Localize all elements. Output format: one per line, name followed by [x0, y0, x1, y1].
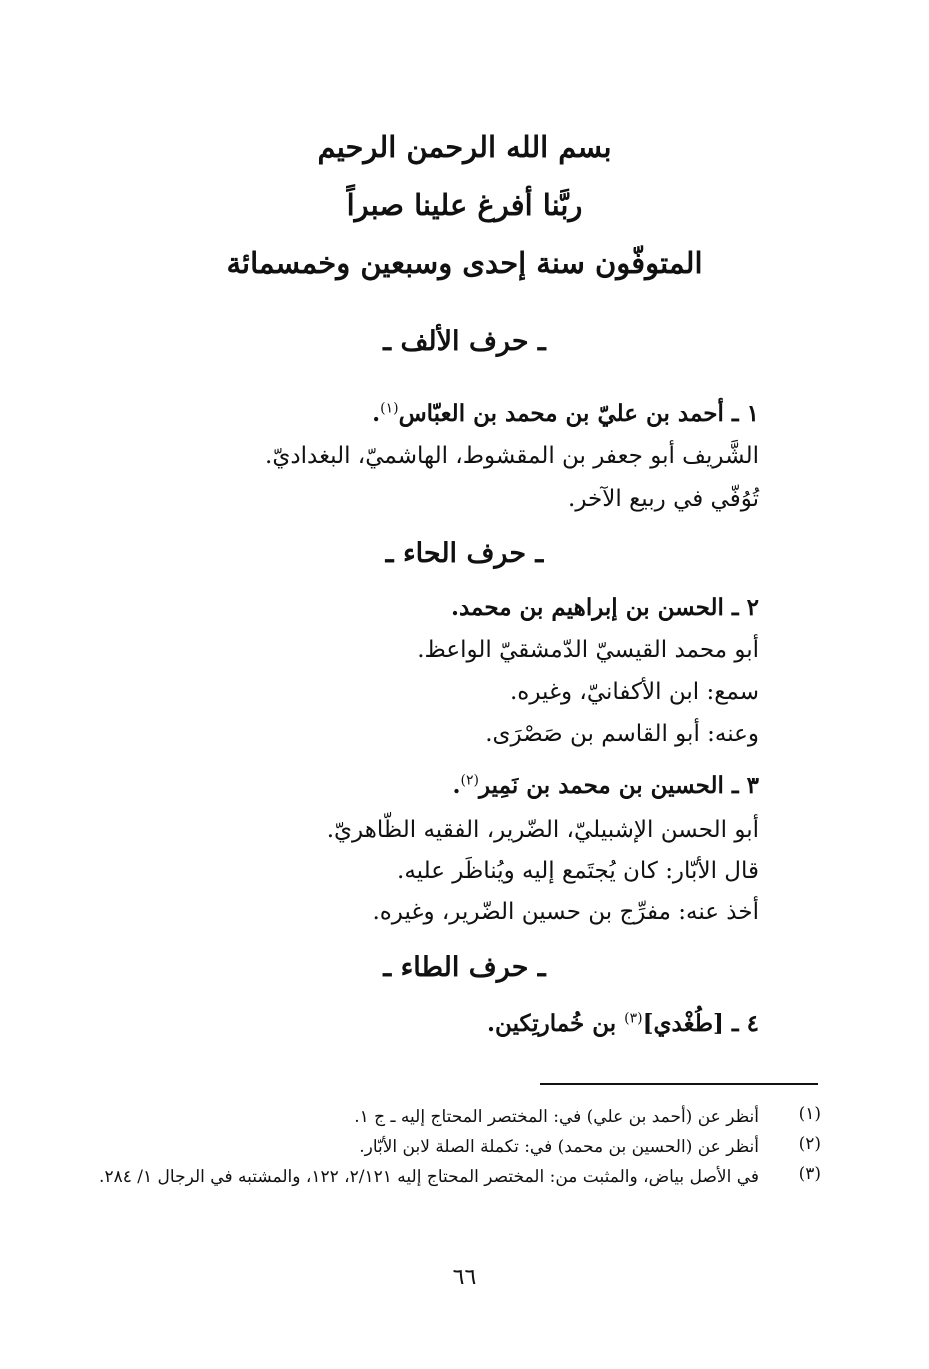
section-heading-ta: ـ حرف الطاء ـ [383, 952, 546, 983]
entry-4-name-rest: بن خُمارتِكين. [487, 1010, 625, 1037]
entry-3-end: . [452, 772, 461, 799]
entry-1-line-1: الشَّريف أبو جعفر بن المقشوط، الهاشميّ، البغداديّ. [265, 443, 759, 469]
section-heading-alif: ـ حرف الألف ـ [383, 326, 546, 357]
page-title: المتوفّون سنة إحدى وسبعين وخمسمائة [226, 246, 703, 280]
entry-3-line-1: أبو الحسن الإشبيليّ، الضّرير، الفقيه الظّاهريّ. [326, 817, 759, 843]
footnote-2-number: (٢) [798, 1134, 821, 1154]
entry-2-line-3: وعنه: أبو القاسم بن صَصْرَى. [485, 721, 759, 747]
footnote-1-number: (١) [798, 1104, 821, 1124]
footnote-ref-3: (٣) [624, 1010, 643, 1027]
entry-3-line-2: قال الأبّار: كان يُجتَمع إليه ويُناظَر عليه. [397, 858, 759, 884]
entry-4-name: ٤ ـ [طُغْدي] [642, 1010, 759, 1037]
footnote-divider [540, 1083, 818, 1085]
entry-2-line-2: سمع: ابن الأكفانيّ، وغيره. [509, 679, 759, 705]
entry-1-line-2: تُوُفّي في ربيع الآخر. [568, 486, 759, 512]
entry-1-end: . [372, 400, 381, 427]
entry-3-heading [452, 772, 759, 799]
footnote-3-number: (٣) [798, 1164, 821, 1184]
footnote-ref-2: (٢) [460, 772, 479, 789]
entry-1-heading [372, 400, 759, 427]
entry-1-name: ١ ـ أحمد بن عليّ بن محمد بن العبّاس [398, 400, 759, 427]
dua-line: ربَّنا أفرغ علينا صبراً [346, 188, 583, 222]
entry-3-name: ٣ ـ الحسين بن محمد بن نَمِير [478, 772, 759, 799]
entry-2-line-1: أبو محمد القيسيّ الدّمشقيّ الواعظ. [417, 637, 759, 663]
basmala: بسم الله الرحمن الرحيم [317, 130, 612, 164]
entry-2-heading: ٢ ـ الحسن بن إبراهيم بن محمد. [450, 594, 759, 621]
section-heading-ha: ـ حرف الحاء ـ [385, 538, 544, 569]
page-number: ٦٦ [452, 1265, 477, 1290]
footnote-1-text: أنظر عن (أحمد بن علي) في: المختصر المحتاج إليه ـ ج ١. [354, 1107, 759, 1127]
footnote-2-text: أنظر عن (الحسين بن محمد) في: تكملة الصلة لابن الأبّار. [359, 1137, 759, 1157]
entry-3-line-3: أخذ عنه: مفرِّج بن حسين الضّرير، وغيره. [372, 899, 759, 925]
footnote-3-text: في الأصل بياض، والمثبت من: المختصر المحتاج إليه ٢/١٢١، ١٢٢، والمشتبه في الرجال ١/ ٢٨٤. [99, 1167, 759, 1187]
entry-4-heading [487, 1010, 759, 1037]
footnote-ref-1: (١) [380, 400, 399, 417]
